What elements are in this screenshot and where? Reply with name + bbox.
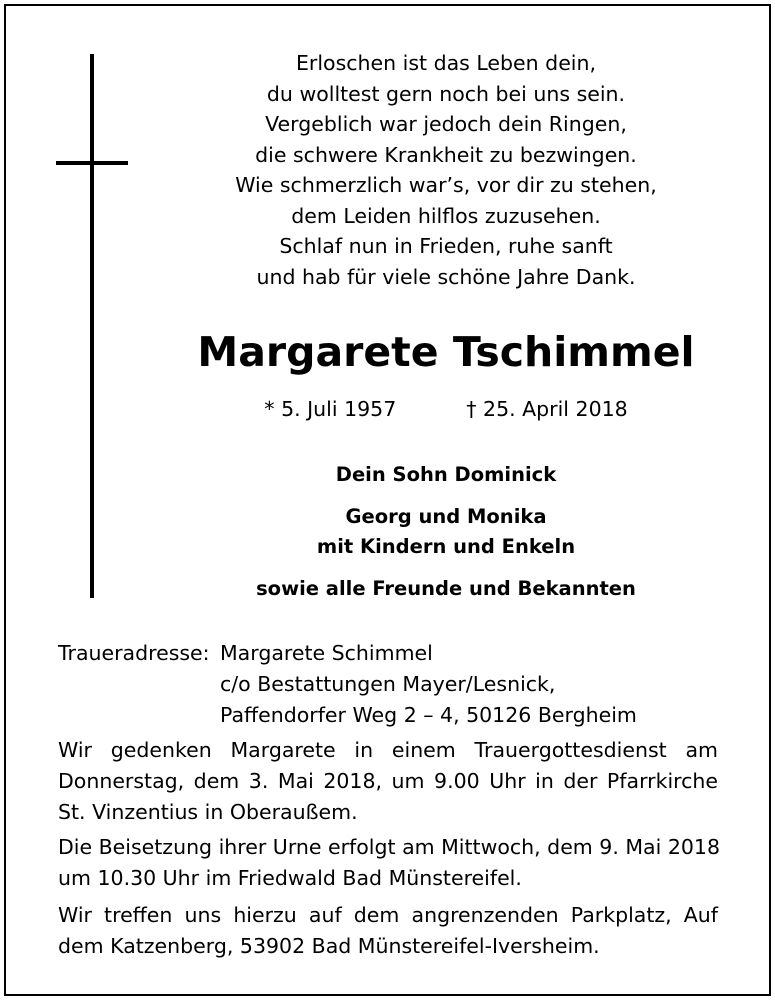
text-line: St. Vinzentius in Oberaußem.	[58, 800, 358, 824]
poem-line: Schlaf nun in Frieden, ruhe sanft	[279, 234, 613, 258]
text-line: dem Katzenberg, 53902 Bad Münstereifel-Iversheim.	[58, 934, 600, 958]
address-line: Margarete Schimmel	[220, 641, 433, 665]
text-line: Die Beisetzung ihrer Urne erfolgt am Mittwoch, dem 9. Mai 2018	[58, 835, 720, 859]
mourner-friends: sowie alle Freunde und Bekannten	[256, 577, 636, 600]
burial-text	[58, 832, 718, 894]
mourner-son: Dein Sohn Dominick	[335, 463, 557, 486]
life-dates	[156, 394, 736, 424]
poem-line: Wie schmerzlich war’s, vor dir zu stehen,	[235, 173, 657, 197]
poem-line: Vergeblich war jedoch dein Ringen,	[265, 112, 627, 136]
deceased-name: Margarete Tschimmel	[197, 328, 695, 376]
poem-line: die schwere Krankheit zu bezwingen.	[255, 142, 637, 167]
obituary-notice	[4, 4, 771, 996]
mourning-address	[58, 638, 637, 731]
poem-line: und hab für viele schöne Jahre Dank.	[256, 264, 636, 289]
poem-line: Erloschen ist das Leben dein,	[295, 51, 597, 75]
meeting-point-text	[58, 900, 718, 962]
mourner-family: Georg und Monika	[345, 505, 547, 528]
mourners	[156, 460, 736, 616]
death-date: † 25. April 2018	[466, 397, 628, 421]
text-line: Donnerstag, dem 3. Mai 2018, um 9.00 Uhr in der Pfarrkirche	[58, 769, 718, 793]
mourner-family-extended: mit Kindern und Enkeln	[316, 535, 576, 558]
text-line: Wir treffen uns hierzu auf dem angrenzenden Parkplatz, Auf	[58, 903, 718, 927]
address-label: Traueradresse:	[58, 641, 210, 665]
address-line: Paffendorfer Weg 2 – 4, 50126 Bergheim	[220, 703, 637, 727]
poem	[156, 48, 736, 292]
poem-line: du wolltest gern noch bei uns sein.	[266, 81, 626, 106]
address-line: c/o Bestattungen Mayer/Lesnick,	[220, 672, 556, 696]
text-line: Wir gedenken Margarete in einem Trauergottesdienst am	[58, 738, 718, 762]
cross-icon-bar	[56, 161, 128, 165]
memorial-service-text	[58, 735, 718, 828]
poem-line: dem Leiden hilflos zuzusehen.	[291, 203, 601, 228]
text-line: um 10.30 Uhr im Friedwald Bad Münstereifel.	[58, 866, 522, 890]
birth-date: * 5. Juli 1957	[264, 397, 397, 421]
cross-icon	[90, 54, 94, 598]
